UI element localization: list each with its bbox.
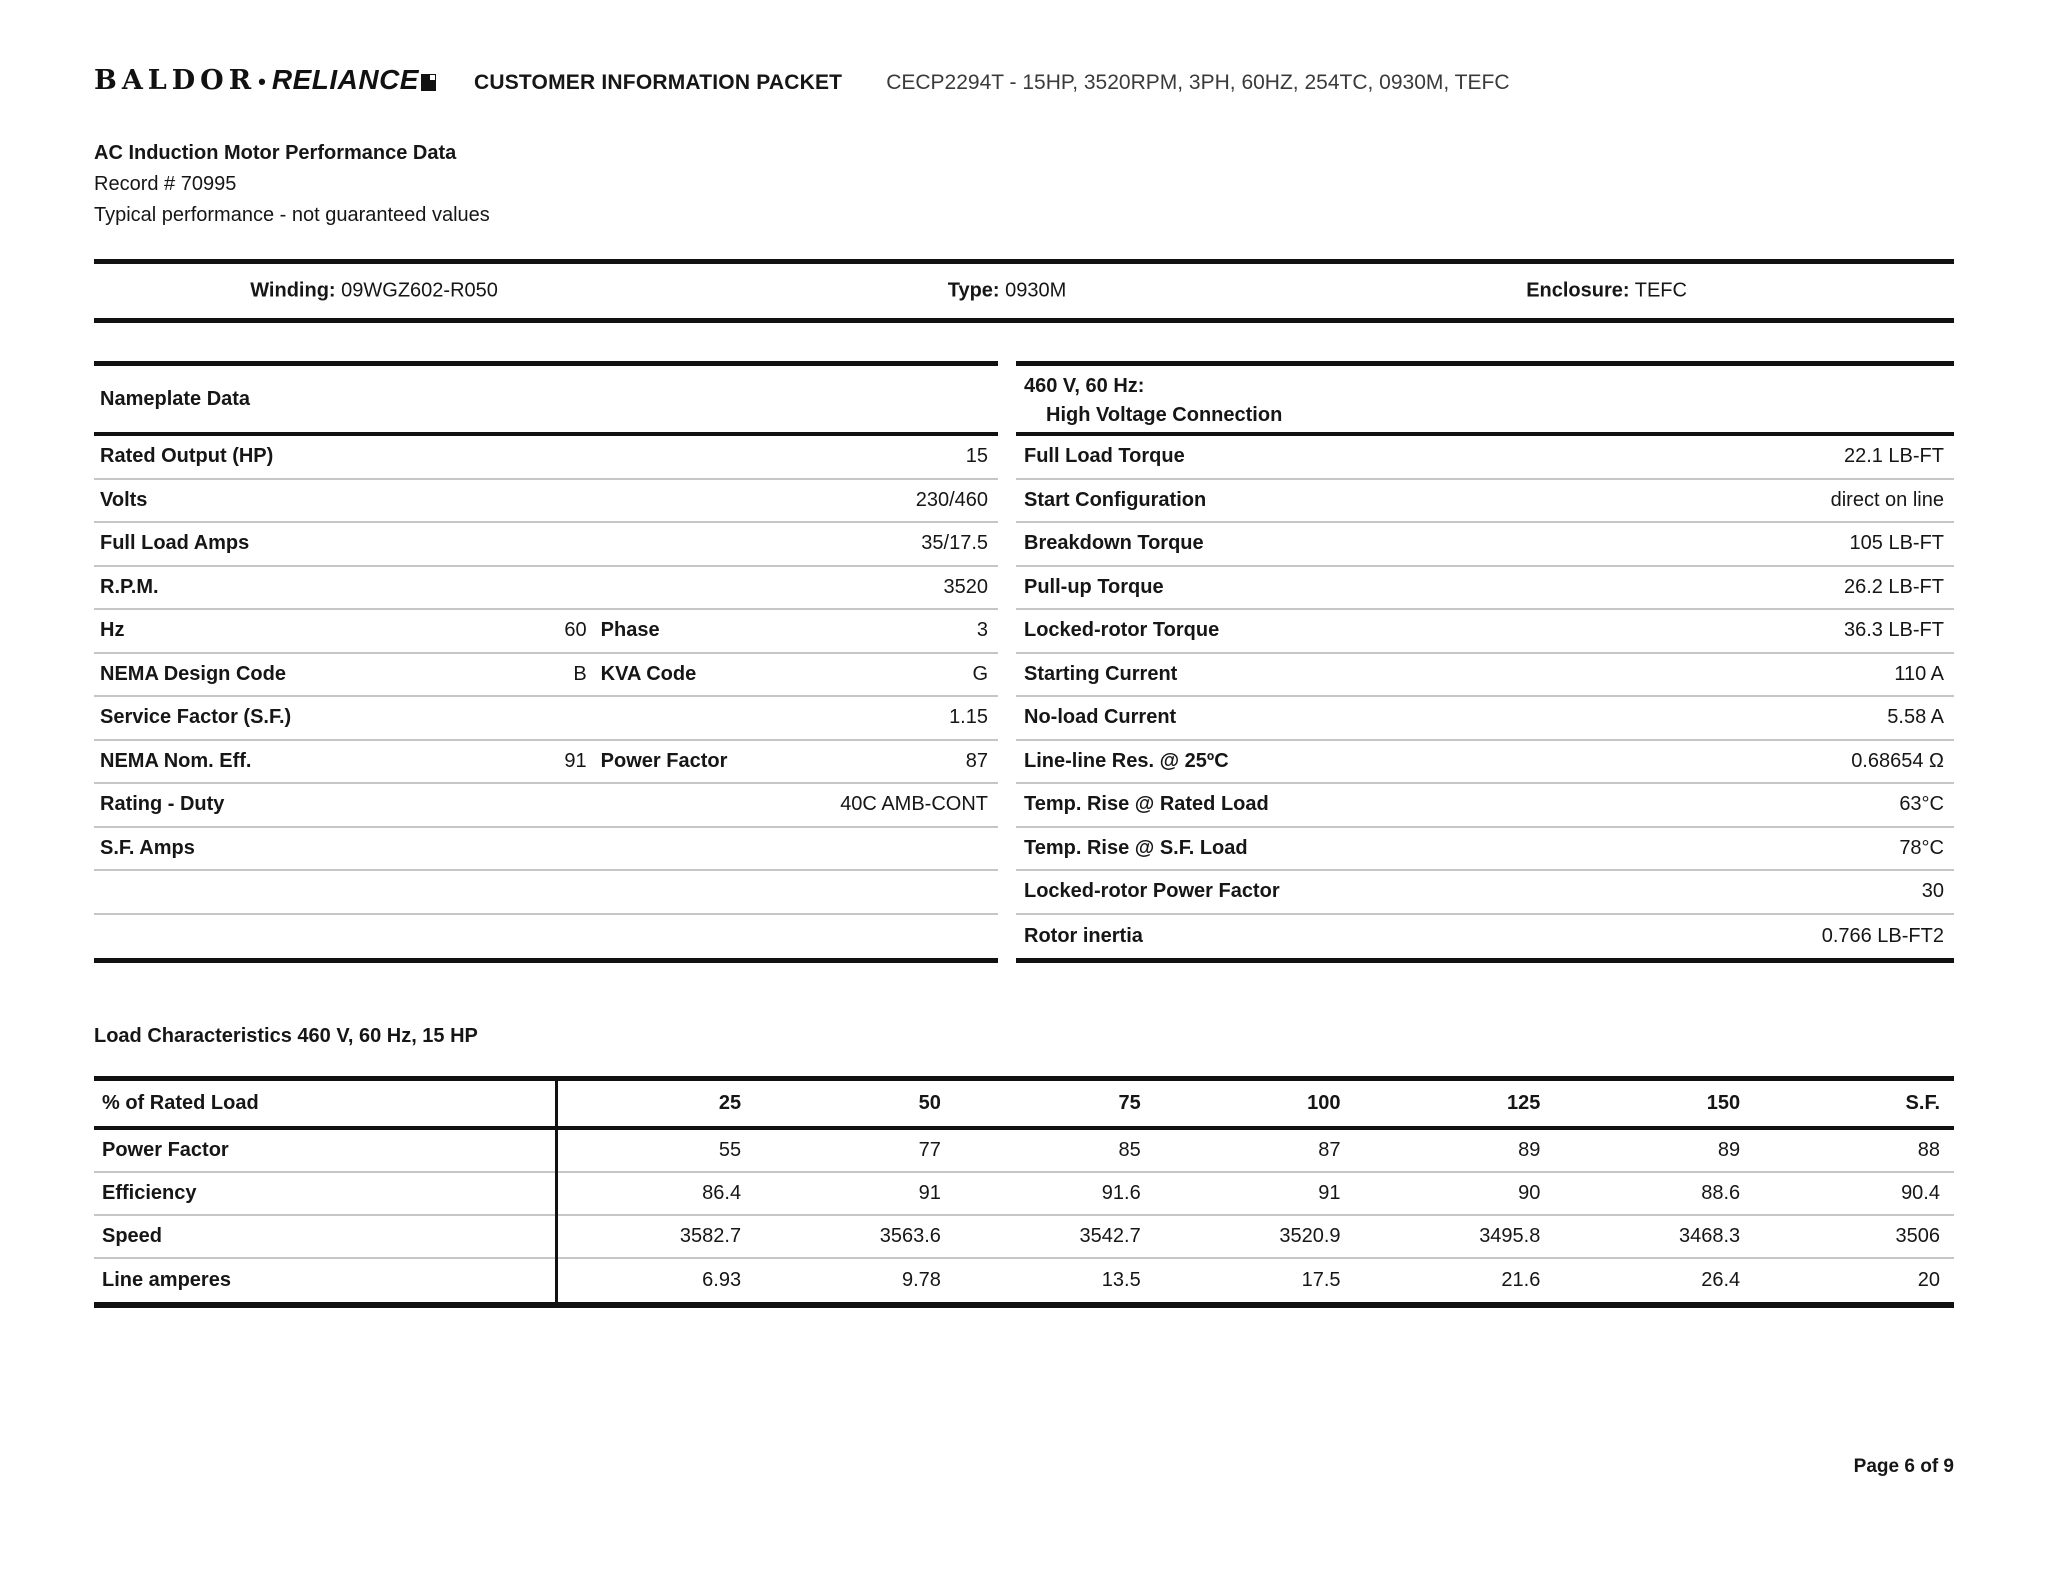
row-label: Temp. Rise @ S.F. Load: [1024, 836, 1248, 859]
cell-value: 3468.3: [1679, 1225, 1741, 1247]
row-label: Start Configuration: [1024, 488, 1207, 511]
row-label: Pull-up Torque: [1024, 575, 1164, 598]
cell-value: 89: [1717, 1139, 1741, 1161]
row-mid-label: KVA Code: [600, 662, 697, 685]
table-row: [94, 567, 998, 611]
high-voltage-table: [1016, 361, 1954, 963]
cell-value: 55: [718, 1139, 742, 1161]
nameplate-table-header: Nameplate Data: [94, 366, 998, 436]
cell-value: 85: [1118, 1139, 1141, 1161]
row-label: Speed: [102, 1225, 163, 1247]
load-characteristics-title: Load Characteristics 460 V, 60 Hz, 15 HP: [94, 1025, 478, 1047]
column-header: 50: [918, 1092, 941, 1114]
row-label: R.P.M.: [100, 575, 159, 598]
type-label: Type:: [947, 279, 1000, 302]
table-row: [1016, 697, 1954, 741]
logo-separator-dot: •: [258, 69, 266, 94]
table-row: [94, 1173, 1954, 1216]
table-row: [94, 480, 998, 524]
row-label: Volts: [100, 488, 148, 511]
row-mid-value: 60: [564, 619, 587, 642]
row-label: Line amperes: [102, 1269, 231, 1291]
row-value: 3520: [943, 575, 988, 598]
row-value: direct on line: [1830, 488, 1944, 511]
table-row: [1016, 480, 1954, 524]
enclosure-field: [1526, 280, 1687, 303]
enclosure-label: Enclosure:: [1526, 279, 1630, 302]
row-value: 0.68654 Ω: [1851, 749, 1944, 772]
table-row: [1016, 436, 1954, 480]
packet-title: CUSTOMER INFORMATION PACKET: [473, 71, 843, 94]
registered-mark-icon: [421, 74, 436, 91]
table-row: [1016, 523, 1954, 567]
table-row: [1016, 567, 1954, 611]
table-row: [1016, 654, 1954, 698]
table-row: [94, 828, 998, 872]
cell-value: 13.5: [1101, 1269, 1141, 1291]
high-voltage-table-header: [1016, 366, 1954, 436]
column-header: 75: [1118, 1092, 1141, 1114]
cell-value: 20: [1917, 1269, 1940, 1291]
cell-value: 87: [1318, 1139, 1341, 1161]
cell-value: 77: [918, 1139, 941, 1161]
winding-bar: [94, 259, 1954, 323]
table-row: [94, 1259, 1954, 1302]
row-label: Breakdown Torque: [1024, 532, 1204, 555]
table-row: [94, 784, 998, 828]
table-row: [1016, 915, 1954, 959]
column-header: 100: [1307, 1092, 1341, 1114]
cell-value: 3506: [1895, 1225, 1940, 1247]
table-row: [94, 1130, 1954, 1173]
table-row: [1016, 871, 1954, 915]
cell-value: 3542.7: [1079, 1225, 1141, 1247]
column-header: % of Rated Load: [102, 1092, 259, 1114]
record-number: Record # 70995: [94, 173, 237, 195]
table-row: [94, 1216, 1954, 1259]
cell-value: 88.6: [1701, 1182, 1741, 1204]
table-row: [94, 654, 998, 698]
page-number: Page 6 of 9: [1853, 1456, 1954, 1477]
row-value: 110 A: [1894, 662, 1944, 685]
row-value: 15: [965, 445, 988, 468]
row-label: Line-line Res. @ 25ºC: [1024, 749, 1229, 772]
cell-value: 89: [1518, 1139, 1541, 1161]
row-value: 36.3 LB-FT: [1843, 619, 1944, 642]
row-label: Temp. Rise @ Rated Load: [1024, 793, 1269, 816]
page-title: AC Induction Motor Performance Data: [94, 142, 457, 164]
hv-header-line1: 460 V, 60 Hz:: [1024, 375, 1145, 397]
column-header: 25: [718, 1092, 742, 1114]
model-description: CECP2294T - 15HP, 3520RPM, 3PH, 60HZ, 254TC, 0930M, TEFC: [886, 71, 1510, 94]
cell-value: 88: [1917, 1139, 1940, 1161]
row-value: 26.2 LB-FT: [1843, 575, 1944, 598]
row-label: Efficiency: [102, 1182, 197, 1204]
winding-field: [250, 280, 498, 303]
cell-value: 91: [1318, 1182, 1341, 1204]
row-value: 30: [1921, 880, 1944, 903]
row-value: 1.15: [949, 706, 988, 729]
enclosure-value: TEFC: [1634, 279, 1687, 302]
logo-reliance-text: RELIANCE: [271, 64, 419, 95]
row-label: Rotor inertia: [1024, 924, 1143, 947]
cell-value: 91.6: [1101, 1182, 1141, 1204]
row-label: S.F. Amps: [100, 836, 195, 859]
logo-baldor-text: BALDOR: [94, 65, 257, 96]
row-value: 63°C: [1899, 793, 1944, 816]
row-label: Rating - Duty: [100, 793, 225, 816]
row-mid-label: Phase: [600, 619, 660, 642]
column-header: 125: [1506, 1092, 1541, 1114]
cell-value: 6.93: [702, 1269, 742, 1291]
row-label: Service Factor (S.F.): [100, 706, 292, 729]
table-row: [1016, 741, 1954, 785]
cell-value: 3563.6: [879, 1225, 941, 1247]
row-value: 230/460: [915, 488, 988, 511]
row-label: Locked-rotor Power Factor: [1024, 880, 1280, 903]
type-value: 0930M: [1005, 279, 1067, 302]
row-label: Starting Current: [1024, 662, 1178, 685]
load-table-header-row: [94, 1081, 1954, 1130]
table-row: [1016, 784, 1954, 828]
cell-value: 17.5: [1301, 1269, 1341, 1291]
row-label: NEMA Nom. Eff.: [100, 749, 252, 772]
table-row: [94, 871, 998, 915]
cell-value: 21.6: [1501, 1269, 1541, 1291]
document-header: [94, 64, 1954, 96]
table-row: [94, 610, 998, 654]
cell-value: 91: [918, 1182, 941, 1204]
table-row: [94, 523, 998, 567]
cell-value: 90.4: [1901, 1182, 1940, 1204]
row-label: Rated Output (HP): [100, 445, 274, 468]
column-divider: [555, 1081, 558, 1302]
table-row: [1016, 610, 1954, 654]
row-value: 0.766 LB-FT2: [1821, 924, 1944, 947]
row-value: 3: [976, 619, 988, 642]
cell-value: 3520.9: [1279, 1225, 1341, 1247]
hv-header-line2: High Voltage Connection: [1046, 404, 1283, 426]
baldor-reliance-logo: [94, 64, 436, 96]
winding-label: Winding:: [250, 279, 336, 302]
row-value: 87: [965, 749, 988, 772]
row-value: 5.58 A: [1887, 706, 1944, 729]
row-mid-label: Power Factor: [600, 749, 728, 772]
cell-value: 3495.8: [1479, 1225, 1541, 1247]
table-row: [94, 697, 998, 741]
winding-value: 09WGZ602-R050: [341, 279, 498, 302]
row-value: 78°C: [1899, 836, 1944, 859]
table-row: [94, 915, 998, 959]
row-label: Full Load Torque: [1024, 445, 1185, 468]
row-mid-value: 91: [564, 749, 587, 772]
cell-value: 9.78: [901, 1269, 941, 1291]
row-mid-value: B: [573, 662, 587, 685]
row-value: G: [972, 662, 988, 685]
data-tables: [94, 361, 1954, 963]
table-row: [94, 436, 998, 480]
row-value: 105 LB-FT: [1849, 532, 1944, 555]
column-header: S.F.: [1905, 1092, 1940, 1114]
row-label: Locked-rotor Torque: [1024, 619, 1220, 642]
row-value: 35/17.5: [921, 532, 988, 555]
row-value: 40C AMB-CONT: [840, 793, 988, 816]
row-label: No-load Current: [1024, 706, 1177, 729]
cell-value: 26.4: [1701, 1269, 1741, 1291]
nameplate-table: [94, 361, 998, 963]
cell-value: 90: [1518, 1182, 1541, 1204]
cell-value: 86.4: [702, 1182, 742, 1204]
table-row: [1016, 828, 1954, 872]
cell-value: 3582.7: [679, 1225, 742, 1247]
row-label: Hz: [100, 619, 125, 642]
title-block: [94, 138, 1954, 231]
row-value: 22.1 LB-FT: [1843, 445, 1944, 468]
table-row: [94, 741, 998, 785]
load-characteristics-table: [94, 1076, 1954, 1308]
column-header: 150: [1706, 1092, 1741, 1114]
performance-note: Typical performance - not guaranteed values: [94, 204, 490, 226]
row-label: Full Load Amps: [100, 532, 250, 555]
type-field: [948, 280, 1067, 303]
row-label: Power Factor: [102, 1139, 229, 1161]
row-label: NEMA Design Code: [100, 662, 286, 685]
